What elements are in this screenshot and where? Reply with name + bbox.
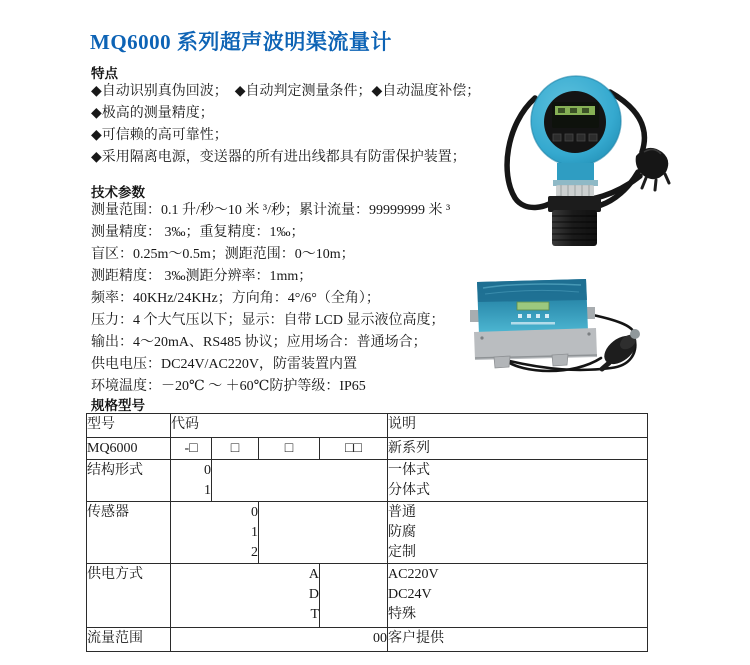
- flowmeter-illustration: [498, 56, 733, 266]
- cell-power-label: 供电方式: [87, 564, 171, 628]
- cell-structure-descs: 一体式 分体式: [388, 460, 648, 502]
- cell-code-slot: □: [212, 438, 259, 460]
- spec-line: 环境温度：－20℃ ～ ＋60℃防护等级：IP65: [91, 379, 366, 394]
- th-model: 型号: [87, 414, 171, 438]
- photo-split-transmitter: [463, 270, 663, 382]
- cell-sensor-codes: 0 1 2: [171, 502, 259, 564]
- panel-caption: [511, 322, 555, 325]
- cell-sensor-descs: 普通 防腐 定制: [388, 502, 648, 564]
- feature-line: ◆自动识别真伪回波； ◆自动判定测量条件；◆自动温度补偿；: [91, 84, 481, 99]
- specs-heading: 技术参数: [91, 185, 145, 200]
- cell-empty: [259, 502, 388, 564]
- cell-power-codes: A D T: [171, 564, 320, 628]
- cell-range-desc: 客户提供: [388, 628, 648, 652]
- cell-series-model: MQ6000: [87, 438, 171, 460]
- cell-power-descs: AC220V DC24V 特殊: [388, 564, 648, 628]
- mount-ear-right: [587, 307, 595, 319]
- cell-structure-label: 结构形式: [87, 460, 171, 502]
- cell-range-code: 00: [171, 628, 388, 652]
- cell-empty: [212, 460, 388, 502]
- feature-line: ◆极高的测量精度；: [91, 106, 214, 121]
- cell-empty: [320, 564, 388, 628]
- cell-code-slot: □: [259, 438, 320, 460]
- model-heading: 规格型号: [91, 398, 145, 413]
- spec-line: 频率：40KHz/24KHz；方向角：4°/6°（全角）；: [91, 291, 380, 306]
- power-plug: [636, 148, 669, 190]
- spec-line: 测量范围：0.1 升/秒～10 米 ³/秒；累计流量：99999999 米 ³: [91, 203, 451, 218]
- cell-range-label: 流量范围: [87, 628, 171, 652]
- feature-line: ◆可信赖的高可靠性；: [91, 128, 228, 143]
- photo-integrated-flowmeter: [498, 56, 733, 266]
- transducer-ring: [548, 196, 601, 212]
- features-heading: 特点: [91, 66, 118, 81]
- model-spec-table: [86, 413, 648, 652]
- cell-structure-codes: 0 1: [171, 460, 212, 502]
- cell-sensor-label: 传感器: [87, 502, 171, 564]
- spec-line: 盲区：0.25m～0.5m；测距范围：0～10m；: [91, 247, 355, 262]
- spec-line: 测距精度： 3‰测距分辨率：1mm；: [91, 269, 313, 284]
- spec-line: 测量精度： 3‰；重复精度：1‰；: [91, 225, 305, 240]
- page-title: MQ6000 系列超声波明渠流量计: [90, 30, 392, 54]
- th-code: 代码: [171, 414, 388, 438]
- cell-code-slot: -□: [171, 438, 212, 460]
- spec-line: 供电电压：DC24V/AC220V，防雷装置内置: [91, 357, 358, 372]
- cell-series-desc: 新系列: [388, 438, 648, 460]
- mount-ear-left: [470, 310, 479, 322]
- feature-line: ◆采用隔离电源，变送器的所有进出线都具有防雷保护装置；: [91, 150, 466, 165]
- transmitter-lcd: [517, 302, 549, 310]
- spec-line: 压力：4 个大气压以下；显示：自带 LCD 显示液位高度；: [91, 313, 445, 328]
- th-desc: 说明: [388, 414, 648, 438]
- cell-code-slot: □□: [320, 438, 388, 460]
- transmitter-illustration: [463, 270, 663, 382]
- spec-line: 输出：4～20mA、RS485 协议；应用场合：普通场合；: [91, 335, 427, 350]
